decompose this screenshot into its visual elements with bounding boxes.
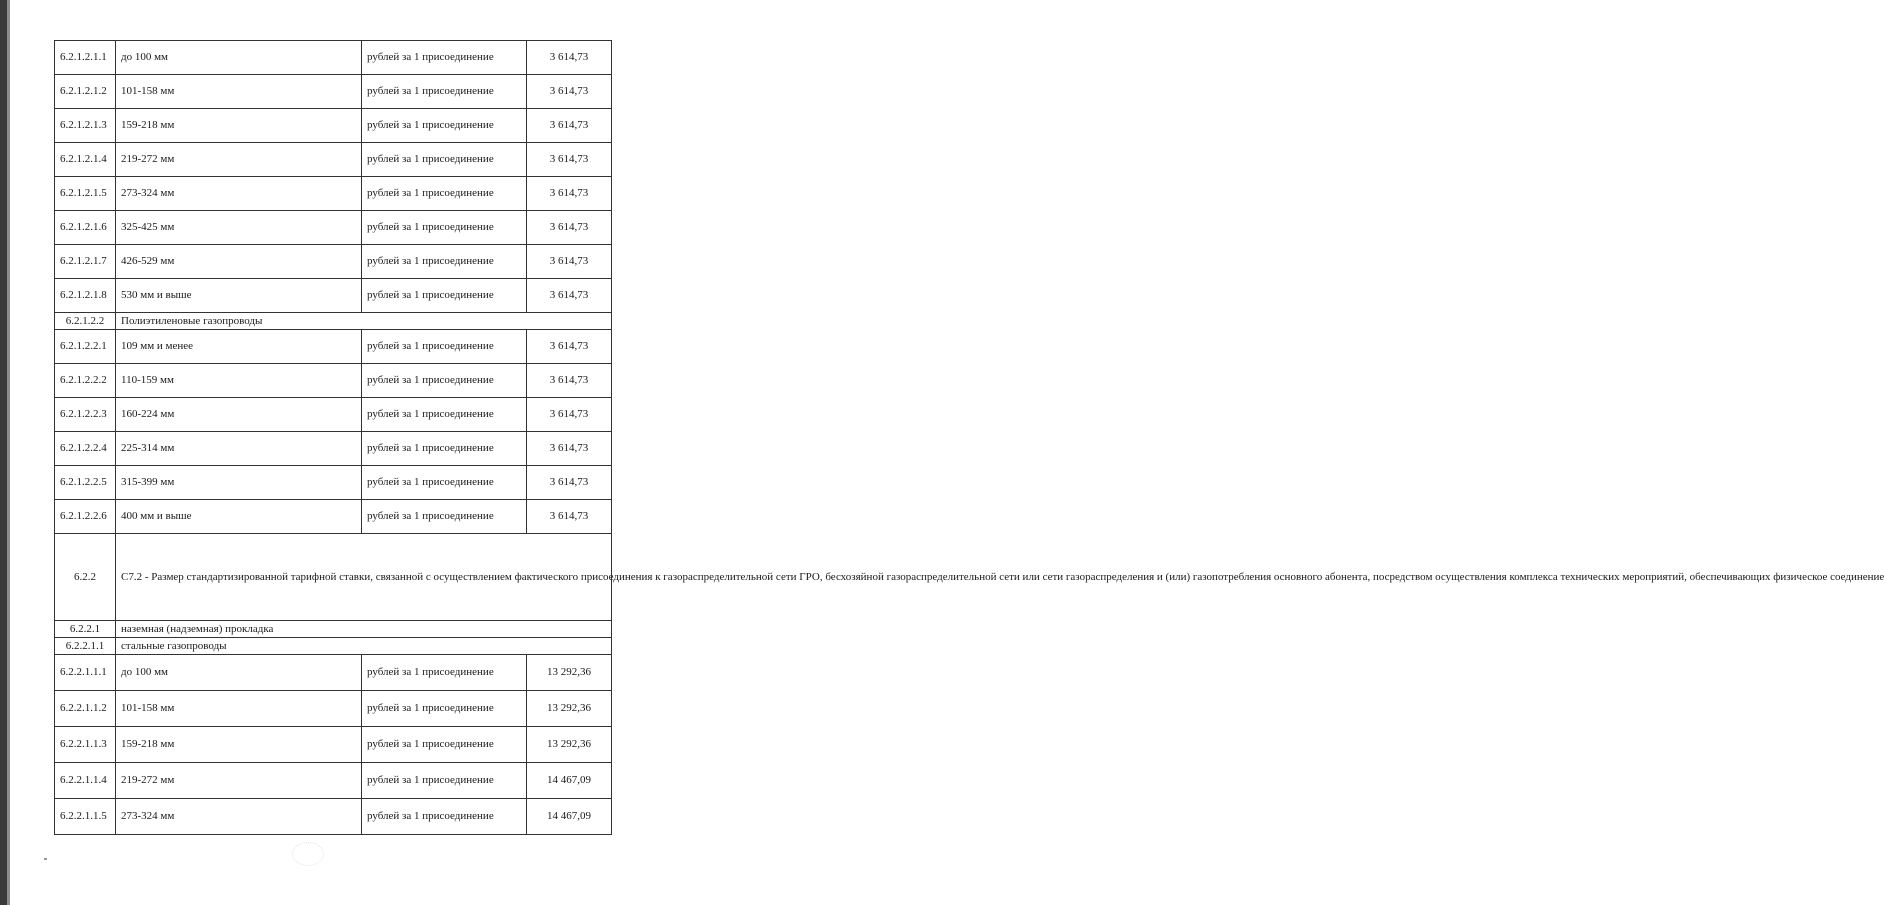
row-value: 3 614,73 xyxy=(527,500,612,534)
table-row xyxy=(55,691,612,727)
row-code: 6.2.1.2.1.1 xyxy=(55,41,116,75)
row-diameter: до 100 мм xyxy=(116,655,362,691)
row-value: 3 614,73 xyxy=(527,364,612,398)
row-diameter: 530 мм и выше xyxy=(116,279,362,313)
section-title: Полиэтиленовые газопроводы xyxy=(116,313,612,330)
row-unit: рублей за 1 присоединение xyxy=(362,432,527,466)
row-value: 3 614,73 xyxy=(527,245,612,279)
row-unit: рублей за 1 присоединение xyxy=(362,655,527,691)
row-diameter: 273-324 мм xyxy=(116,799,362,835)
row-diameter: 160-224 мм xyxy=(116,398,362,432)
table-row xyxy=(55,177,612,211)
table-row xyxy=(55,500,612,534)
row-value: 3 614,73 xyxy=(527,143,612,177)
row-code: 6.2.1.2.2.1 xyxy=(55,330,116,364)
row-unit: рублей за 1 присоединение xyxy=(362,245,527,279)
table-row xyxy=(55,211,612,245)
row-code: 6.2.2.1.1.3 xyxy=(55,727,116,763)
row-unit: рублей за 1 присоединение xyxy=(362,727,527,763)
section-title: наземная (надземная) прокладка xyxy=(116,621,612,638)
row-unit: рублей за 1 присоединение xyxy=(362,279,527,313)
table-row xyxy=(55,41,612,75)
table-row xyxy=(55,432,612,466)
table-row xyxy=(55,727,612,763)
faint-stamp-mark xyxy=(292,842,324,866)
row-diameter: 426-529 мм xyxy=(116,245,362,279)
row-unit: рублей за 1 присоединение xyxy=(362,177,527,211)
row-diameter: 315-399 мм xyxy=(116,466,362,500)
table-row xyxy=(55,364,612,398)
scan-edge-highlight xyxy=(7,0,10,905)
row-diameter: 101-158 мм xyxy=(116,691,362,727)
section-description: С7.2 - Размер стандартизированной тарифной ставки, связанной с осуществлением фактического присоединения к газораспределительной сети ГРО, бесхозяйной газораспределительной сети или сети газораспределения и (или) газопотребления основного абонента, посредством осуществления комплекса технических мероприятий, обеспечивающих физическое соединение xyxy=(116,534,612,621)
row-code: 6.2.1.2.1.8 xyxy=(55,279,116,313)
row-code: 6.2.1.2.2.5 xyxy=(55,466,116,500)
section-row-c72 xyxy=(55,534,612,621)
row-value: 13 292,36 xyxy=(527,727,612,763)
table-row xyxy=(55,799,612,835)
section-code: 6.2.2.1 xyxy=(55,621,116,638)
row-unit: рублей за 1 присоединение xyxy=(362,109,527,143)
section-row-ground-laying xyxy=(55,621,612,638)
row-unit: рублей за 1 присоединение xyxy=(362,143,527,177)
table-row xyxy=(55,466,612,500)
row-unit: рублей за 1 присоединение xyxy=(362,398,527,432)
row-code: 6.2.1.2.2.4 xyxy=(55,432,116,466)
scan-edge-shadow xyxy=(0,0,7,905)
row-unit: рублей за 1 присоединение xyxy=(362,41,527,75)
row-diameter: 325-425 мм xyxy=(116,211,362,245)
row-unit: рублей за 1 присоединение xyxy=(362,466,527,500)
row-value: 3 614,73 xyxy=(527,279,612,313)
row-diameter: 225-314 мм xyxy=(116,432,362,466)
table-row xyxy=(55,763,612,799)
row-value: 3 614,73 xyxy=(527,330,612,364)
row-diameter: 219-272 мм xyxy=(116,143,362,177)
row-value: 3 614,73 xyxy=(527,109,612,143)
tariff-table xyxy=(54,40,1884,835)
row-unit: рублей за 1 присоединение xyxy=(362,211,527,245)
row-code: 6.2.1.2.2.6 xyxy=(55,500,116,534)
row-code: 6.2.2.1.1.2 xyxy=(55,691,116,727)
row-value: 3 614,73 xyxy=(527,432,612,466)
row-value: 3 614,73 xyxy=(527,398,612,432)
row-code: 6.2.1.2.1.3 xyxy=(55,109,116,143)
row-unit: рублей за 1 присоединение xyxy=(362,330,527,364)
table-row xyxy=(55,109,612,143)
row-code: 6.2.1.2.1.5 xyxy=(55,177,116,211)
table-row xyxy=(55,75,612,109)
row-diameter: 219-272 мм xyxy=(116,763,362,799)
row-diameter: 273-324 мм xyxy=(116,177,362,211)
row-diameter: 110-159 мм xyxy=(116,364,362,398)
section-title: стальные газопроводы xyxy=(116,638,612,655)
section-row-polyethylene xyxy=(55,313,612,330)
row-code: 6.2.1.2.2.2 xyxy=(55,364,116,398)
row-diameter: 400 мм и выше xyxy=(116,500,362,534)
row-code: 6.2.2.1.1.5 xyxy=(55,799,116,835)
row-diameter: до 100 мм xyxy=(116,41,362,75)
row-code: 6.2.1.2.1.2 xyxy=(55,75,116,109)
row-unit: рублей за 1 присоединение xyxy=(362,799,527,835)
row-value: 3 614,73 xyxy=(527,466,612,500)
row-diameter: 159-218 мм xyxy=(116,727,362,763)
row-value: 13 292,36 xyxy=(527,655,612,691)
row-code: 6.2.2.1.1.1 xyxy=(55,655,116,691)
row-value: 14 467,09 xyxy=(527,799,612,835)
row-code: 6.2.2.1.1.4 xyxy=(55,763,116,799)
row-unit: рублей за 1 присоединение xyxy=(362,691,527,727)
section-code: 6.2.1.2.2 xyxy=(55,313,116,330)
row-value: 13 292,36 xyxy=(527,691,612,727)
row-value: 3 614,73 xyxy=(527,211,612,245)
row-diameter: 109 мм и менее xyxy=(116,330,362,364)
table-row xyxy=(55,330,612,364)
row-diameter: 159-218 мм xyxy=(116,109,362,143)
row-unit: рублей за 1 присоединение xyxy=(362,763,527,799)
row-value: 3 614,73 xyxy=(527,177,612,211)
row-value: 3 614,73 xyxy=(527,75,612,109)
row-code: 6.2.1.2.2.3 xyxy=(55,398,116,432)
table-row xyxy=(55,398,612,432)
row-unit: рублей за 1 присоединение xyxy=(362,75,527,109)
row-code: 6.2.1.2.1.4 xyxy=(55,143,116,177)
row-value: 3 614,73 xyxy=(527,41,612,75)
table-row xyxy=(55,143,612,177)
row-code: 6.2.1.2.1.6 xyxy=(55,211,116,245)
row-unit: рублей за 1 присоединение xyxy=(362,364,527,398)
table-row xyxy=(55,655,612,691)
scan-speck xyxy=(44,858,47,860)
row-unit: рублей за 1 присоединение xyxy=(362,500,527,534)
row-value: 14 467,09 xyxy=(527,763,612,799)
table-row xyxy=(55,279,612,313)
table-row xyxy=(55,245,612,279)
section-code: 6.2.2.1.1 xyxy=(55,638,116,655)
row-code: 6.2.1.2.1.7 xyxy=(55,245,116,279)
row-diameter: 101-158 мм xyxy=(116,75,362,109)
section-row-steel-pipelines xyxy=(55,638,612,655)
section-code: 6.2.2 xyxy=(55,534,116,621)
